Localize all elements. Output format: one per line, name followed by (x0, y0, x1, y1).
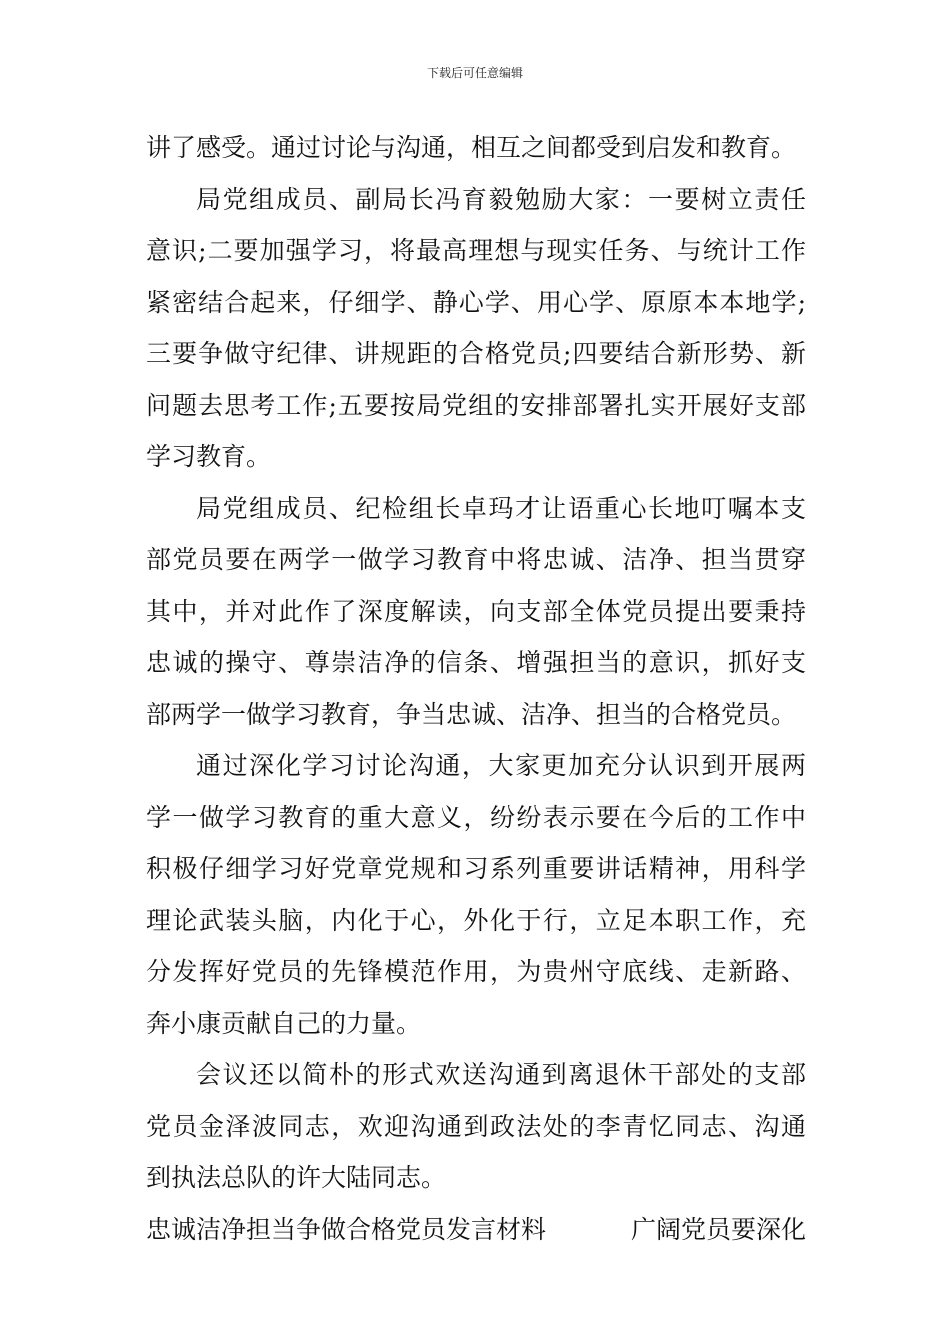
text-line: 三要争做守纪律、讲规距的合格党员;四要结合新形势、新 (146, 339, 806, 368)
paragraph-3 (146, 483, 806, 741)
text-line: 到执法总队的许大陆同志。 (146, 1163, 447, 1192)
text-line: 忠诚的操守、尊崇洁净的信条、增强担当的意识，抓好支 (146, 648, 806, 677)
text-line: 党员金泽波同志，欢迎沟通到政法处的李青忆同志、沟通 (146, 1111, 806, 1141)
text-line: 讲了感受。通过讨论与沟通，相互之间都受到启发和教育。 (146, 133, 797, 162)
closing-line (146, 1204, 806, 1256)
text-line: 理论武装头脑，内化于心，外化于行，立足本职工作，充 (146, 905, 806, 935)
text-line: 局党组成员、纪检组长卓玛才让语重心长地叮嘱本支 (196, 493, 806, 523)
text-line: 奔小康贡献自己的力量。 (146, 1008, 422, 1038)
text-line: 部两学一做学习教育，争当忠诚、洁净、担当的合格党员。 (146, 699, 797, 729)
page-header: 下载后可任意编辑 (426, 66, 523, 80)
text-line: 局党组成员、副局长冯育毅勉励大家：一要树立责任 (196, 184, 806, 214)
text-line: 紧密结合起来，仔细学、静心学、用心学、原原本本地学; (146, 287, 806, 317)
text-line: 其中，并对此作了深度解读，向支部全体党员提出要秉持 (146, 596, 806, 626)
text-line: 部党员要在两学一做学习教育中将忠诚、洁净、担当贯穿 (146, 545, 806, 574)
text-line: 学习教育。 (146, 442, 272, 471)
paragraph-5 (146, 1049, 806, 1204)
text-line: 分发挥好党员的先锋模范作用，为贵州守底线、走新路、 (146, 957, 806, 986)
paragraph-1 (146, 122, 806, 174)
text-line: 会议还以简朴的形式欢送沟通到离退休干部处的支部 (196, 1060, 806, 1089)
text-line: 问题去思考工作;五要按局党组的安排部署扎实开展好支部 (146, 390, 806, 420)
paragraph-2 (146, 174, 806, 483)
text-line: 通过深化学习讨论沟通，大家更加充分认识到开展两 (196, 751, 806, 780)
closing-continuation: 广阔党员要深化 (630, 1214, 806, 1244)
text-line: 学一做学习教育的重大意义，纷纷表示要在今后的工作中 (146, 802, 806, 832)
closing-title: 忠诚洁净担当争做合格党员发言材料 (146, 1214, 547, 1244)
paragraph-4 (146, 740, 806, 1049)
text-line: 意识;二要加强学习，将最高理想与现实任务、与统计工作 (146, 236, 806, 265)
document-body (146, 122, 806, 1255)
text-line: 积极仔细学习好党章党规和习系列重要讲话精神，用科学 (146, 854, 806, 883)
